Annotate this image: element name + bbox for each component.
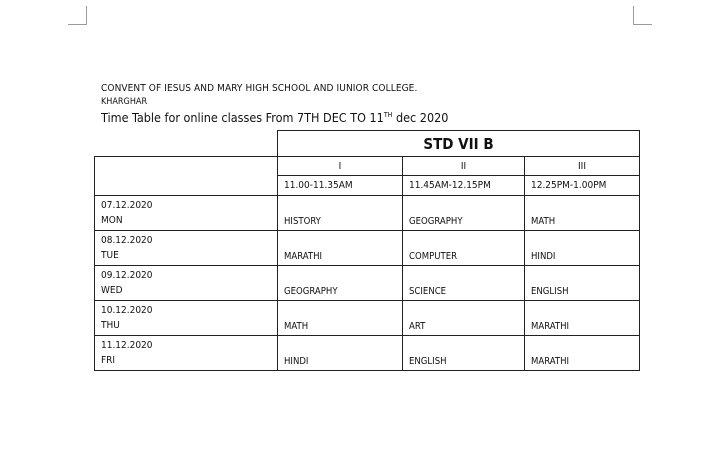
subject-cell: SCIENCE <box>403 266 525 301</box>
date: 11.12.2020 <box>101 340 153 351</box>
day: TUE <box>101 250 119 261</box>
document-header <box>101 82 448 126</box>
subject-cell: GEOGRAPHY <box>403 196 525 231</box>
subject-cell: ENGLISH <box>403 336 525 371</box>
class-name: STD VII B <box>278 131 640 157</box>
day: THU <box>101 320 120 331</box>
day-cell <box>95 301 278 336</box>
crop-mark-top-left <box>68 6 87 25</box>
school-location: KHARGHAR <box>101 97 148 107</box>
table-row <box>95 196 640 231</box>
timetable-title <box>101 110 448 126</box>
subject-cell: MATH <box>525 196 640 231</box>
subject-cell: MARATHI <box>525 336 640 371</box>
table-row <box>95 231 640 266</box>
subject-cell: HINDI <box>525 231 640 266</box>
period-1: I <box>278 157 403 176</box>
date: 10.12.2020 <box>101 305 153 316</box>
subject-cell: ART <box>403 301 525 336</box>
date: 07.12.2020 <box>101 200 153 211</box>
period-3: III <box>525 157 640 176</box>
day-cell <box>95 196 278 231</box>
date: 09.12.2020 <box>101 270 153 281</box>
period-3-time: 12.25PM-1.00PM <box>525 176 640 196</box>
period-2: II <box>403 157 525 176</box>
timetable-body <box>95 131 640 371</box>
period-1-time: 11.00-11.35AM <box>278 176 403 196</box>
subject-cell: ENGLISH <box>525 266 640 301</box>
day: WED <box>101 285 123 296</box>
subject-cell: HINDI <box>278 336 403 371</box>
timetable-title-end: dec 2020 <box>392 110 449 125</box>
timetable-title-superscript: TH <box>383 111 393 119</box>
class-header-row <box>95 131 640 157</box>
subject-cell: MATH <box>278 301 403 336</box>
blank-corner-cell <box>95 131 278 157</box>
school-name: CONVENT OF IESUS AND MARY HIGH SCHOOL AND IUNIOR COLLEGE. <box>101 83 418 94</box>
day-cell <box>95 266 278 301</box>
timetable <box>94 130 640 371</box>
crop-mark-top-right <box>633 6 652 25</box>
subject-cell: HISTORY <box>278 196 403 231</box>
period-row <box>95 157 640 176</box>
subject-cell: GEOGRAPHY <box>278 266 403 301</box>
table-row <box>95 336 640 371</box>
table-row <box>95 301 640 336</box>
timetable-title-main: Time Table for online classes From 7TH DEC TO 11 <box>101 110 384 125</box>
date: 08.12.2020 <box>101 235 153 246</box>
day-cell <box>95 336 278 371</box>
period-2-time: 11.45AM-12.15PM <box>403 176 525 196</box>
subject-cell: MARATHI <box>525 301 640 336</box>
day: MON <box>101 215 123 226</box>
day: FRI <box>101 355 116 366</box>
blank-label-cell <box>95 157 278 196</box>
subject-cell: COMPUTER <box>403 231 525 266</box>
day-cell <box>95 231 278 266</box>
table-row <box>95 266 640 301</box>
subject-cell: MARATHI <box>278 231 403 266</box>
